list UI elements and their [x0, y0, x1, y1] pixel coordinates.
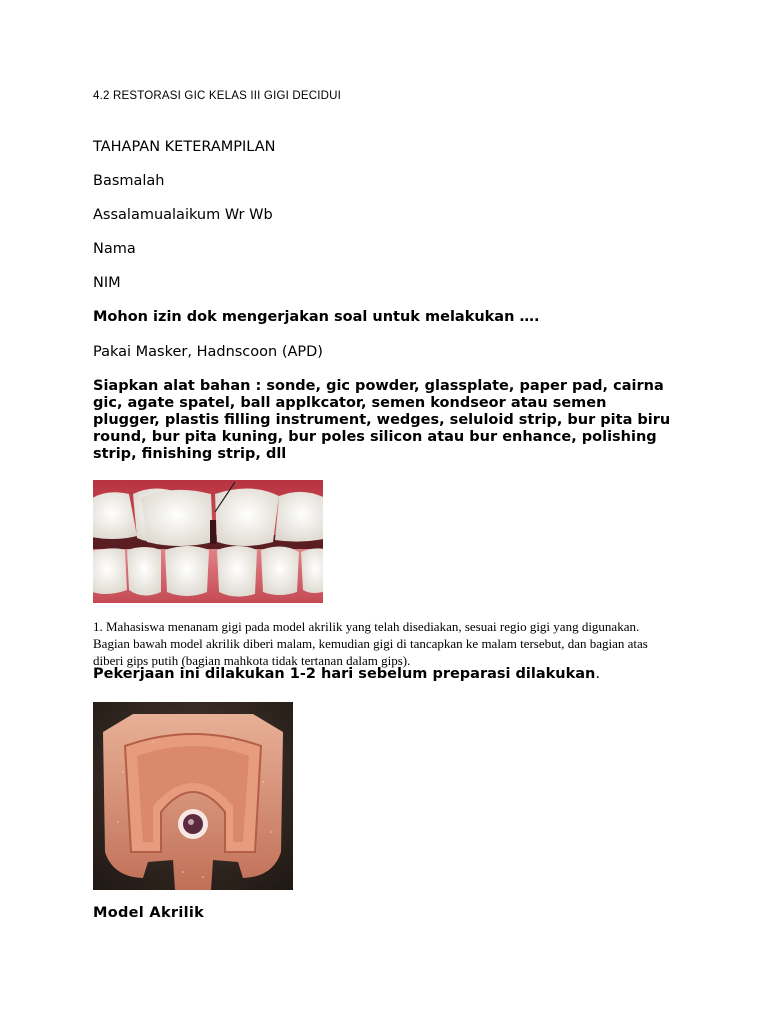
tools-paragraph: Siapkan alat bahan : sonde, gic powder, glassplate, paper pad, cairna gic, agate spatel, ball applkcator, semen kondseor atau semen plugger, plastis filling instrument, wedges, seluloid strip, bur pita biru round, bur pita kuning, bur poles silicon atau bur enhance, polishing strip, finishing strip, dll — [93, 378, 671, 462]
step1-note — [93, 666, 600, 682]
step1-note-text: Pekerjaan ini dilakukan 1-2 hari sebelum preparasi dilakukan — [93, 666, 596, 682]
teeth-photo — [93, 480, 323, 603]
line-greeting: Assalamualaikum Wr Wb — [93, 207, 273, 223]
acrylic-model-photo — [93, 702, 293, 890]
line-permission: Mohon izin dok mengerjakan soal untuk melakukan …. — [93, 309, 540, 325]
model-caption: Model Akrilik — [93, 905, 205, 921]
step1-note-period: . — [595, 666, 600, 682]
step1-paragraph: 1. Mahasiswa menanam gigi pada model akrilik yang telah disediakan, sesuai regio gigi yang digunakan. Bagian bawah model akrilik diberi malam, kemudian gigi di tancapkan ke malam tersebut, dan bagian atas diberi gips putih (bagian mahkota tidak tertanan dalam gips). — [93, 619, 648, 668]
line-nim: NIM — [93, 275, 121, 291]
line-apd: Pakai Masker, Hadnscoon (APD) — [93, 344, 323, 360]
line-name: Nama — [93, 241, 136, 257]
line-basmalah: Basmalah — [93, 173, 165, 189]
section-title: 4.2 RESTORASI GIC KELAS III GIGI DECIDUI — [93, 90, 342, 102]
skills-heading: TAHAPAN KETERAMPILAN — [93, 139, 276, 155]
